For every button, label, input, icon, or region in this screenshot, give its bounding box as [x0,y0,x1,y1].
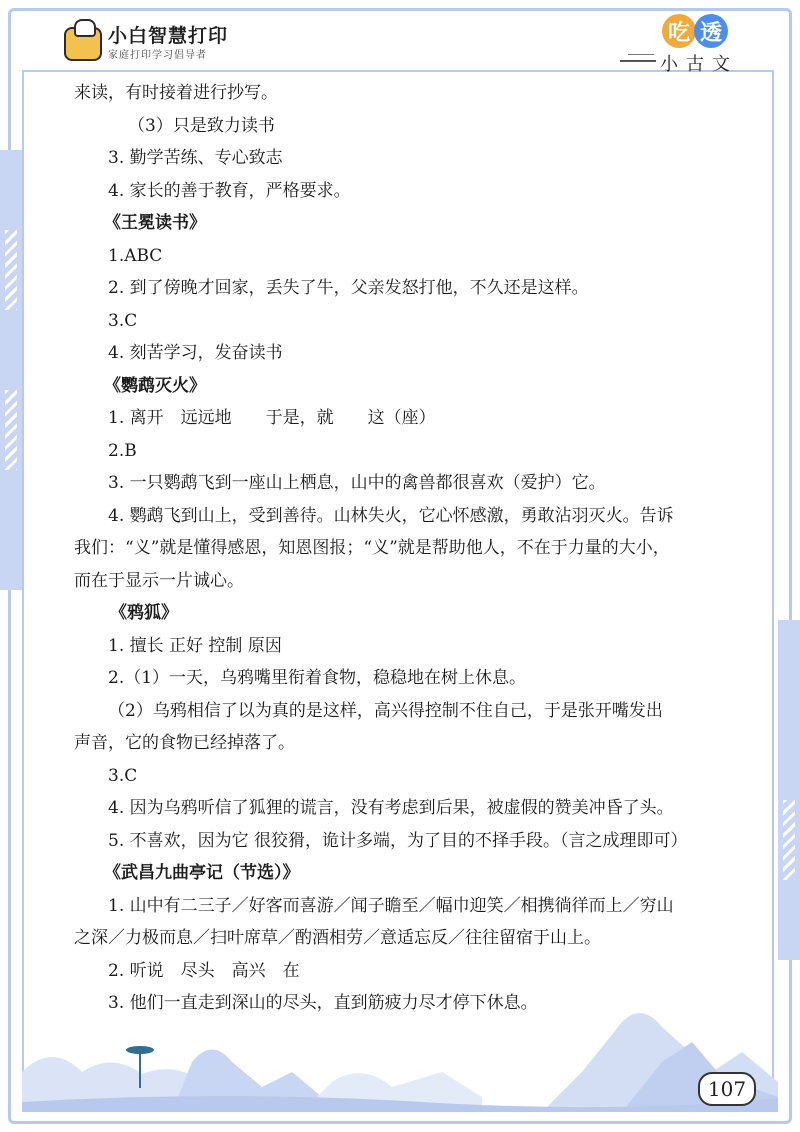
text-line: 2. 听说 尽头 高兴 在 [108,960,300,981]
brand-decor-line [620,60,656,62]
text-line: （3）只是致力读书 [128,115,275,136]
hatch-decor [5,390,17,470]
text-line: 4. 家长的善于教育，严格要求。 [108,180,351,201]
text-line: 1. 离开 远远地 于是，就 这（座） [108,408,436,428]
text-line: 4. 因为乌鸦听信了狐狸的谎言，没有考虑到后果，被虚假的赞美冲昏了头。 [108,798,674,818]
brand-char-1: 吃 [662,14,696,48]
hatch-decor [783,800,795,880]
section-title: 《王冕读书》 [104,213,206,233]
text-line: 3. 他们一直走到深山的尽头，直到筋疲力尽才停下休息。 [108,993,538,1013]
printer-mascot-icon [64,27,102,61]
text-line: 而在于显示一片诚心。 [74,570,244,591]
text-line: 之深／力极而息／扫叶席草／酌酒相劳／意适忘反／往往留宿于山上。 [74,928,601,948]
text-line: 1. 擅长 正好 控制 原因 [108,635,282,656]
text-line: 1. 山中有二三子／好客而喜游／闻子瞻至／幅巾迎笑／相携徜徉而上／穷山 [108,895,674,916]
text-line: 来读，有时接着进行抄写。 [74,83,278,103]
logo-subtitle: 家庭打印学习倡导者 [108,50,207,61]
mountain-landscape-illustration [22,1002,778,1112]
text-line: 4. 刻苦学习，发奋读书 [108,343,283,363]
text-line: 2.（1）一天，乌鸦嘴里衔着食物，稳稳地在树上休息。 [108,668,527,688]
text-line: 2. 到了傍晚才回家，丢失了牛，父亲发怒打他，不久还是这样。 [108,278,589,298]
text-line: 2.B [108,440,137,461]
brand-subtitle: 小古文 [660,54,738,75]
text-line: 3. 勤学苦练、专心致志 [108,148,283,168]
text-line: 3.C [108,310,138,331]
series-brand [620,14,760,74]
text-line: 4. 鹦鹉飞到山上，受到善待。山林失火，它心怀感激，勇敢沾羽灭火。告诉 [108,505,674,526]
brand-char-2: 透 [694,14,728,48]
section-title: 《武昌九曲亭记（节选）》 [104,863,300,883]
logo-title: 小白智慧打印 [108,25,229,47]
text-line: 5. 不喜欢，因为它 很狡猾，诡计多端，为了目的不择手段。（言之成理即可） [108,830,688,851]
section-title: 《鸦狐》 [110,603,178,623]
text-line: 我们：“义”就是懂得感恩，知恩图报；“义”就是帮助他人，不在于力量的大小， [74,538,670,558]
text-line: 3. 一只鹦鹉飞到一座山上栖息，山中的禽兽都很喜欢（爱护）它。 [108,473,606,493]
answer-text [74,77,734,1020]
text-line: 1.ABC [108,245,163,266]
brand-decor-line [628,54,654,55]
text-line: 3.C [108,765,138,786]
logo [64,26,228,61]
hatch-decor [5,230,17,310]
section-title: 《鹦鹉灭火》 [104,375,206,396]
text-line: 声音，它的食物已经掉落了。 [74,733,295,753]
text-line: （2）乌鸦相信了以为真的是这样，高兴得控制不住自己，于是张开嘴发出 [108,700,663,721]
left-decor-band [0,150,22,590]
right-decor-band [778,620,800,960]
page-number: 107 [698,1072,756,1106]
